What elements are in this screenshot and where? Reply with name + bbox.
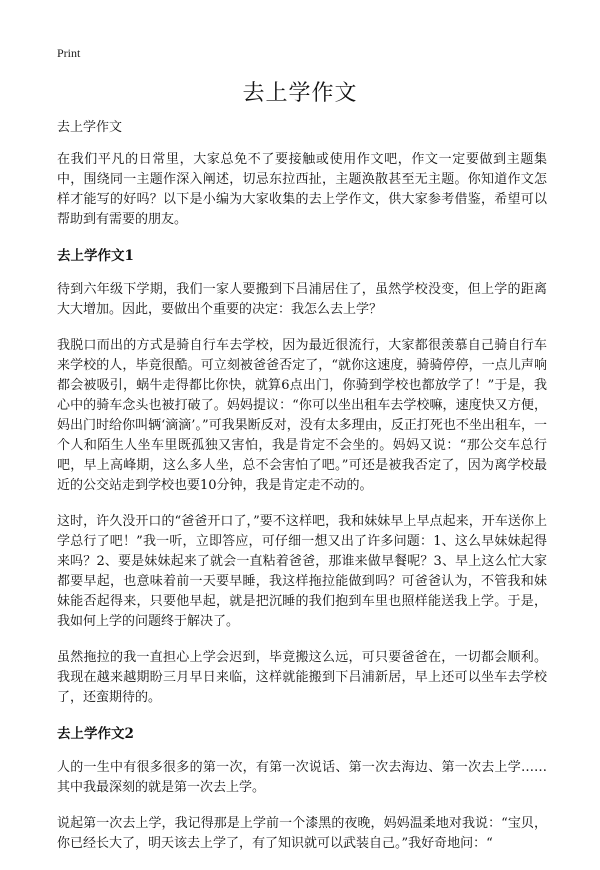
document-body — [57, 118, 547, 870]
section-1-paragraph-3: 这时，许久没开口的“爸爸开口了，”要不这样吧，我和妹妹早上早点起来，开车送你上学总行了吧！”我一听，立即答应，可仔细一想又出了许多问题：1、这么早妹妹起得来吗？2、要是妹妹起来了就会一直粘着爸爸，那谁来做早餐呢？3、早上这么忙大家都要早起，也意味着前一天要早睡，我这样拖拉能做到吗？可爸爸认为，不管我和妹妹能否起得来，只要他早起，就是把沉睡的我们抱到车里也照样能送我上学。于是，我如何上学的问题终于解决了。 — [57, 514, 547, 629]
document-title: 去上学作文 — [242, 81, 358, 106]
section-2-paragraph-1: 人的一生中有很多很多的第一次，有第一次说话、第一次去海边、第一次去上学……其中我最深刻的就是第一次去上学。 — [57, 760, 547, 795]
section-1-paragraph-4: 虽然拖拉的我一直担心上学会迟到，毕竟搬这么远，可只要爸爸在，一切都会顺利。我现在越来越期盼三月早日来临，这样就能搬到下吕浦新居，早上还可以坐车去学校了，还蛮期待的。 — [57, 650, 547, 705]
section-2-paragraph-2: 说起第一次去上学，我记得那是上学前一个漆黑的夜晚，妈妈温柔地对我说：“宝贝，你已经长大了，明天该去上学了，有了知识就可以武装自己。”我好奇地问：“ — [57, 816, 547, 851]
document-subtitle: 去上学作文 — [57, 120, 123, 135]
section-1-paragraph-1: 待到六年级下学期，我们一家人要搬到下吕浦居住了，虽然学校没变，但上学的距离大大增加。因此，要做出个重要的决定：我怎么去上学？ — [57, 282, 547, 317]
section-heading-1: 去上学作文1 — [57, 248, 134, 264]
intro-paragraph: 在我们平凡的日常里，大家总免不了要接触或使用作文吧，作文一定要做到主题集中，围绕同一主题作深入阐述，切忌东拉西扯，主题涣散甚至无主题。你知道作文怎样才能写的好吗？以下是小编为大家收集的去上学作文，供大家参考借鉴，希望可以帮助到有需要的朋友。 — [57, 152, 547, 227]
section-heading-2: 去上学作文2 — [57, 726, 134, 742]
section-1-paragraph-2: 我脱口而出的方式是骑自行车去学校，因为最近很流行，大家都很羡慕自己骑自行车来学校的人，毕竟很酷。可立刻被爸爸否定了，“就你这速度，骑骑停停，一点儿声响都会被吸引，蜗牛走得都比你快，就算6点出门，你骑到学校也都放学了！”于是，我心中的骑车念头也被打破了。妈妈提议：“你可以坐出租车去学校嘛，速度快又方便，妈出门时给你叫辆‘滴滴’。”可我果断反对，没有太多理由，反正打死也不坐出租车，一个人和陌生人坐车里既孤独又害怕，我是肯定不会坐的。妈妈又说：“那公交车总行吧，早上高峰期，这么多人坐，总不会害怕了吧。”可还是被我否定了，因为离学校最近的公交站走到学校也要10分钟，我是肯定走不动的。 — [57, 338, 547, 493]
print-link[interactable]: Print — [57, 46, 81, 60]
